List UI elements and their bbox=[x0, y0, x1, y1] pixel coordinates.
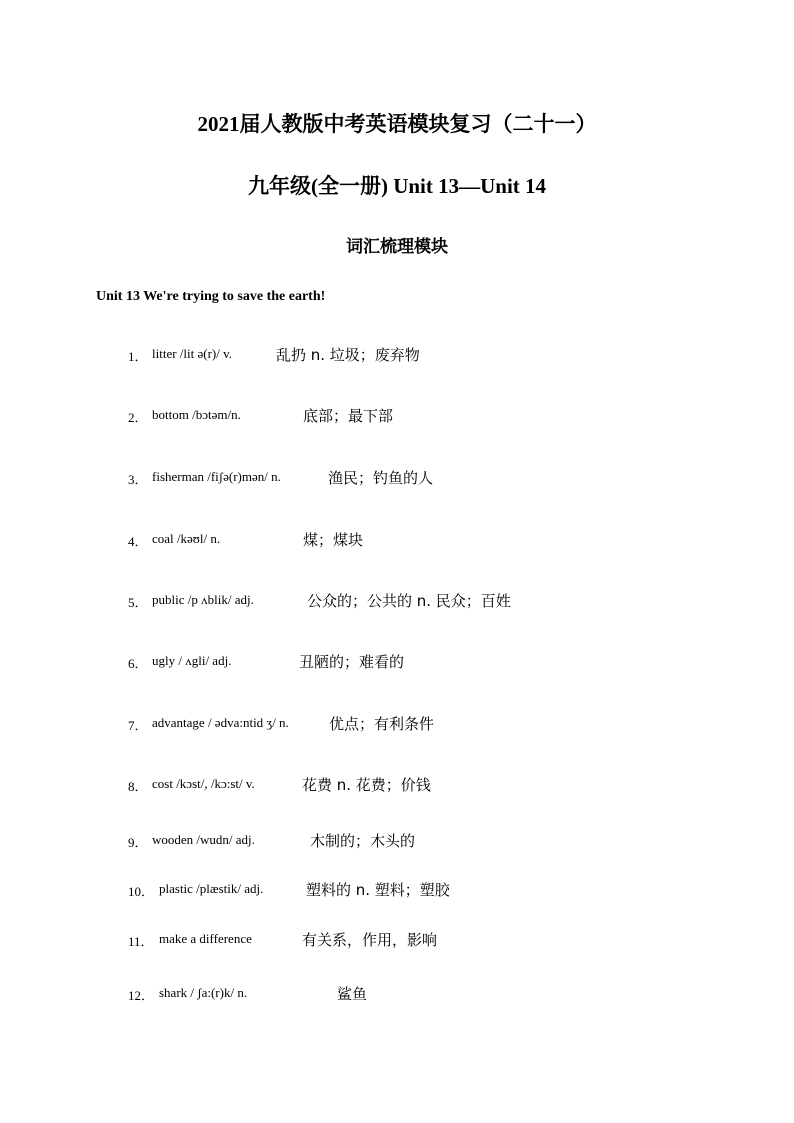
vocab-word: fisherman /fiʃə(r)mən/ n. bbox=[152, 469, 281, 484]
vocab-word: litter /lit ə(r)/ v. bbox=[152, 346, 233, 361]
vocab-meaning: 有关系，作用，影响 bbox=[302, 931, 438, 949]
vocab-word: ugly / ʌgli/ adj. bbox=[152, 653, 232, 668]
vocab-number: 7． bbox=[128, 718, 148, 733]
document-title: 2021届人教版中考英语模块复习（二十一） bbox=[197, 112, 597, 136]
vocab-meaning: 花费 n. 花费；价钱 bbox=[302, 776, 431, 794]
vocab-item bbox=[0, 711, 794, 735]
vocab-meaning: 底部；最下部 bbox=[303, 407, 394, 425]
vocab-item bbox=[0, 649, 794, 673]
vocab-word: shark / ʃa:(r)k/ n. bbox=[159, 985, 248, 1000]
vocab-word: wooden /wudn/ adj. bbox=[152, 832, 255, 847]
vocab-item bbox=[0, 588, 794, 612]
vocab-meaning: 塑料的 n. 塑料；塑胶 bbox=[306, 881, 450, 899]
vocab-item bbox=[0, 828, 794, 852]
vocab-item bbox=[0, 877, 794, 901]
vocab-meaning: 公众的；公共的 n. 民众；百姓 bbox=[307, 592, 511, 610]
vocab-item bbox=[0, 342, 794, 366]
vocab-word: cost /kɔst/, /kɔ:st/ v. bbox=[152, 776, 255, 791]
vocab-word: make a difference bbox=[159, 931, 252, 946]
vocab-meaning: 优点；有利条件 bbox=[329, 715, 435, 733]
vocab-number: 6． bbox=[128, 656, 148, 671]
vocab-number: 1． bbox=[128, 349, 148, 364]
vocab-number: 10． bbox=[128, 884, 155, 899]
vocab-item bbox=[0, 981, 794, 1005]
vocab-word: public /p ʌblik/ adj. bbox=[152, 592, 254, 607]
vocab-meaning: 煤；煤块 bbox=[303, 531, 364, 549]
section-title: 词汇梳理模块 bbox=[346, 237, 448, 256]
document-subtitle: 九年级(全一册) Unit 13—Unit 14 bbox=[247, 174, 547, 198]
vocab-number: 3． bbox=[128, 472, 148, 487]
vocab-meaning: 渔民；钓鱼的人 bbox=[328, 469, 434, 487]
vocab-word: advantage / ədva:ntid ʒ/ n. bbox=[152, 715, 289, 730]
vocab-word: plastic /plæstik/ adj. bbox=[159, 881, 264, 896]
vocab-number: 11． bbox=[128, 934, 154, 949]
vocab-item bbox=[0, 772, 794, 796]
vocab-number: 8． bbox=[128, 779, 148, 794]
vocab-meaning: 木制的；木头的 bbox=[310, 832, 416, 850]
vocab-meaning: 鲨鱼 bbox=[337, 985, 368, 1003]
unit-heading: Unit 13 We're trying to save the earth! bbox=[96, 289, 326, 304]
vocab-item bbox=[0, 527, 794, 551]
vocab-meaning: 丑陋的；难看的 bbox=[299, 653, 405, 671]
vocab-number: 9． bbox=[128, 835, 148, 850]
vocab-word: coal /kəʊl/ n. bbox=[152, 531, 221, 546]
vocab-number: 5． bbox=[128, 595, 148, 610]
vocab-item bbox=[0, 927, 794, 951]
vocab-meaning: 乱扔 n. 垃圾；废弃物 bbox=[276, 346, 420, 364]
vocab-word: bottom /bɔtəm/n. bbox=[152, 407, 241, 422]
vocab-number: 4． bbox=[128, 534, 148, 549]
vocab-item bbox=[0, 465, 794, 489]
vocab-item bbox=[0, 403, 794, 427]
vocab-number: 2． bbox=[128, 410, 148, 425]
vocab-number: 12． bbox=[128, 988, 155, 1003]
